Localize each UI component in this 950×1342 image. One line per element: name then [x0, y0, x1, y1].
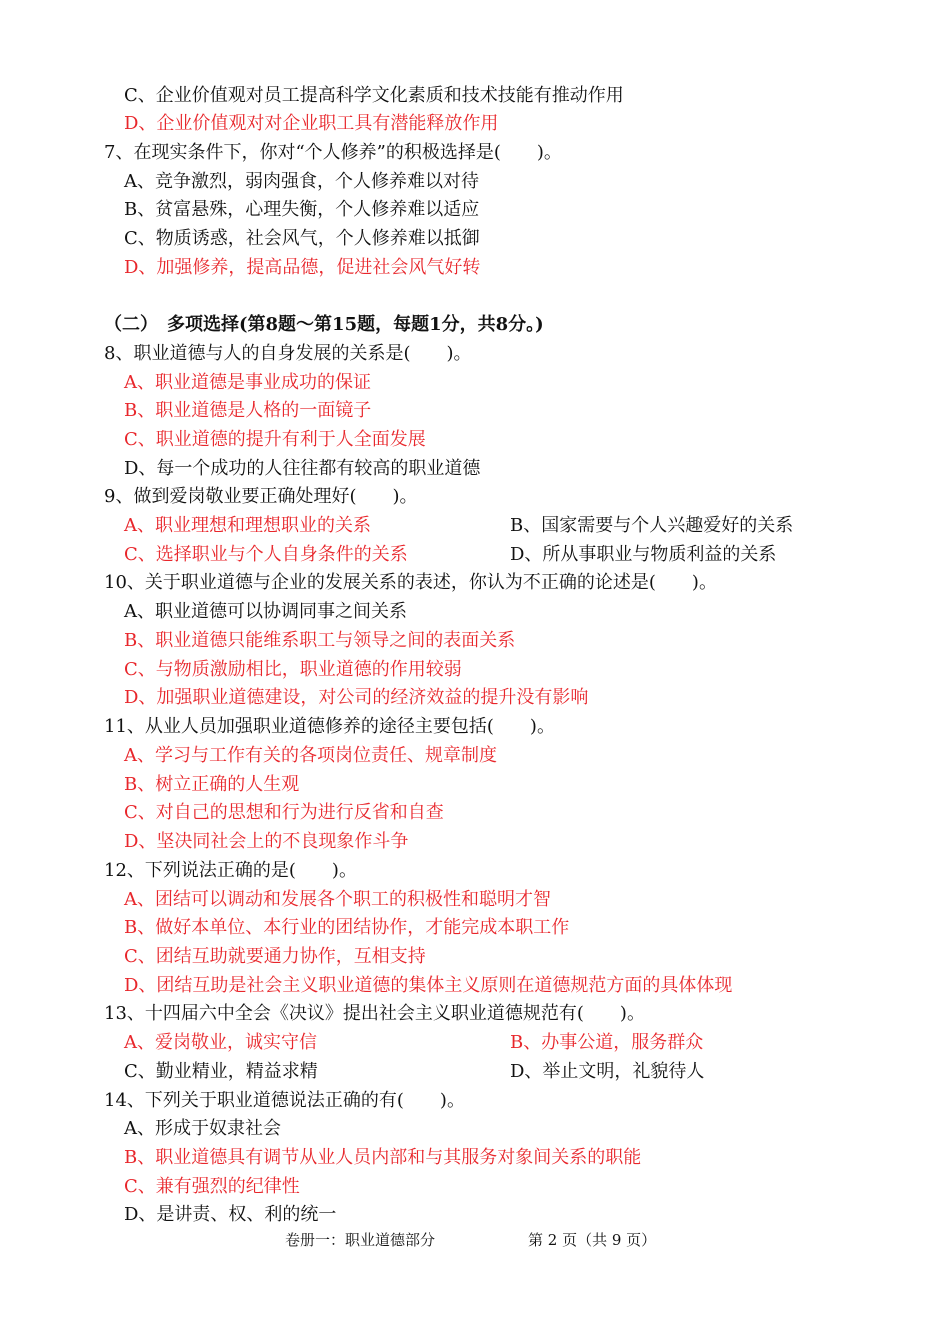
option-10b-answer: B、职业道德只能维系职工与领导之间的表面关系	[124, 630, 516, 651]
option-7d-answer: D、加强修养，提高品德，促进社会风气好转	[124, 257, 481, 278]
question-12: 12、下列说法正确的是( )。	[104, 860, 357, 881]
option-9b: B、国家需要与个人兴趣爱好的关系	[510, 515, 794, 536]
option-11a-answer: A、学习与工作有关的各项岗位责任、规章制度	[124, 745, 497, 766]
footer-volume-label: 卷册一：职业道德部分	[285, 1231, 436, 1249]
option-13c: C、勤业精业，精益求精	[124, 1061, 318, 1082]
option-9a-answer: A、职业理想和理想职业的关系	[124, 515, 371, 536]
question-11: 11、从业人员加强职业道德修养的途径主要包括( )。	[104, 716, 555, 737]
option-11c-answer: C、对自己的思想和行为进行反省和自查	[124, 802, 444, 823]
option-12a-answer: A、团结可以调动和发展各个职工的积极性和聪明才智	[124, 889, 551, 910]
question-7: 7、在现实条件下，你对“个人修养”的积极选择是( )。	[104, 142, 562, 163]
question-9: 9、做到爱岗敬业要正确处理好( )。	[104, 486, 418, 507]
option-12b-answer: B、做好本单位、本行业的团结协作，才能完成本职工作	[124, 917, 570, 938]
option-14c-answer: C、兼有强烈的纪律性	[124, 1176, 300, 1197]
option-6c: C、企业价值观对员工提高科学文化素质和技术技能有推动作用	[124, 85, 624, 106]
option-9c-answer: C、选择职业与个人自身条件的关系	[124, 544, 408, 565]
option-7c: C、物质诱惑，社会风气，个人修养难以抵御	[124, 228, 480, 249]
option-12c-answer: C、团结互助就要通力协作，互相支持	[124, 946, 426, 967]
option-10a: A、职业道德可以协调同事之间关系	[124, 601, 407, 622]
option-13b-answer: B、办事公道，服务群众	[510, 1032, 704, 1053]
section-heading-multiple-choice: （二） 多项选择(第8题～第15题，每题1分，共8分。)	[104, 314, 544, 335]
option-12d-answer: D、团结互助是社会主义职业道德的集体主义原则在道德规范方面的具体体现	[124, 975, 733, 996]
option-7a: A、竞争激烈，弱肉强食，个人修养难以对待	[124, 171, 479, 192]
option-11b-answer: B、树立正确的人生观	[124, 774, 300, 795]
option-8a-answer: A、职业道德是事业成功的保证	[124, 372, 371, 393]
option-14a: A、形成于奴隶社会	[124, 1118, 281, 1139]
option-13d: D、举止文明，礼貌待人	[510, 1061, 705, 1082]
option-11d-answer: D、坚决同社会上的不良现象作斗争	[124, 831, 409, 852]
footer-page-number: 第 2 页（共 9 页）	[528, 1231, 657, 1249]
option-9d: D、所从事职业与物质利益的关系	[510, 544, 777, 565]
question-14: 14、下列关于职业道德说法正确的有( )。	[104, 1090, 465, 1111]
question-13: 13、十四届六中全会《决议》提出社会主义职业道德规范有( )。	[104, 1003, 645, 1024]
option-6d-answer: D、企业价值观对对企业职工具有潜能释放作用	[124, 113, 499, 134]
option-8c-answer: C、职业道德的提升有利于人全面发展	[124, 429, 426, 450]
question-10: 10、关于职业道德与企业的发展关系的表述，你认为不正确的论述是( )。	[104, 572, 717, 593]
option-13a-answer: A、爱岗敬业，诚实守信	[124, 1032, 317, 1053]
question-8: 8、职业道德与人的自身发展的关系是( )。	[104, 343, 472, 364]
option-10c-answer: C、与物质激励相比，职业道德的作用较弱	[124, 659, 462, 680]
option-8b-answer: B、职业道德是人格的一面镜子	[124, 400, 372, 421]
option-10d-answer: D、加强职业道德建设，对公司的经济效益的提升没有影响	[124, 687, 589, 708]
option-14d: D、是讲责、权、利的统一	[124, 1204, 337, 1225]
page-footer	[0, 1228, 950, 1252]
option-7b: B、贫富悬殊，心理失衡，个人修养难以适应	[124, 199, 480, 220]
option-8d: D、每一个成功的人往往都有较高的职业道德	[124, 458, 481, 479]
option-14b-answer: B、职业道德具有调节从业人员内部和与其服务对象间关系的职能	[124, 1147, 642, 1168]
